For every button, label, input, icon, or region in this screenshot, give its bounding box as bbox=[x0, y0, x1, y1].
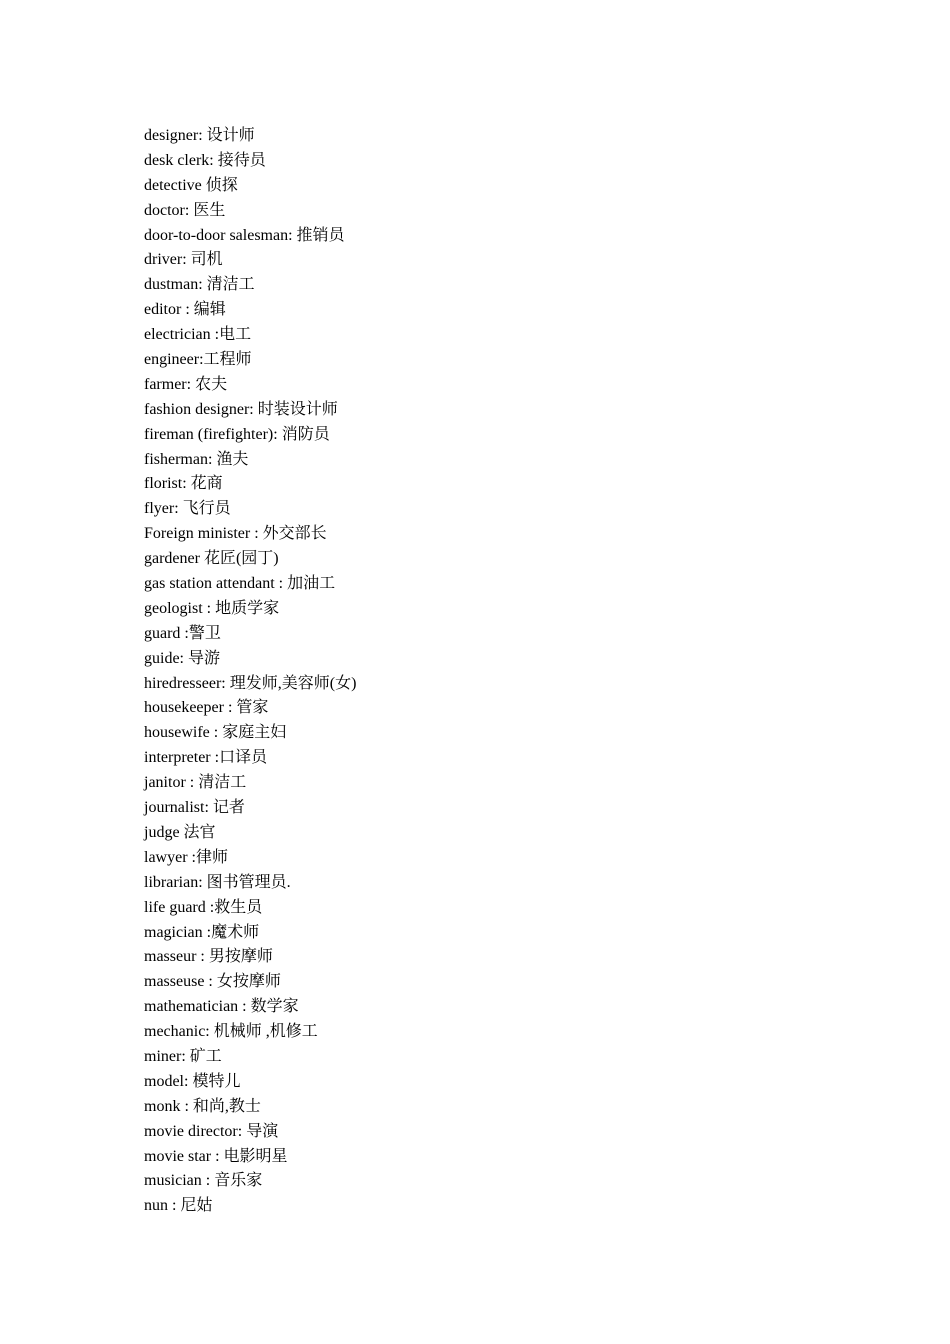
vocabulary-list bbox=[144, 124, 356, 1219]
vocabulary-entry: fashion designer: 时装设计师 bbox=[144, 400, 338, 418]
vocabulary-entry: model: 模特儿 bbox=[144, 1072, 241, 1090]
vocabulary-entry: flyer: 飞行员 bbox=[144, 500, 231, 518]
vocabulary-entry: fireman (firefighter): 消防员 bbox=[144, 425, 330, 443]
vocabulary-entry: geologist : 地质学家 bbox=[144, 599, 280, 617]
vocabulary-entry: housekeeper : 管家 bbox=[144, 699, 269, 717]
vocabulary-entry: editor : 编辑 bbox=[144, 301, 226, 319]
vocabulary-entry: miner: 矿工 bbox=[144, 1047, 222, 1065]
vocabulary-entry: mechanic: 机械师 ,机修工 bbox=[144, 1023, 318, 1041]
vocabulary-entry: fisherman: 渔夫 bbox=[144, 450, 249, 468]
vocabulary-entry: guard :警卫 bbox=[144, 624, 221, 642]
vocabulary-entry: engineer:工程师 bbox=[144, 351, 252, 369]
vocabulary-entry: farmer: 农夫 bbox=[144, 375, 228, 393]
vocabulary-entry: gardener 花匠(园丁) bbox=[144, 550, 279, 568]
vocabulary-entry: interpreter :口译员 bbox=[144, 749, 268, 767]
vocabulary-entry: doctor: 医生 bbox=[144, 201, 226, 219]
vocabulary-entry: designer: 设计师 bbox=[144, 127, 255, 144]
vocabulary-entry: electrician :电工 bbox=[144, 326, 252, 344]
vocabulary-entry: movie star : 电影明星 bbox=[144, 1147, 288, 1165]
vocabulary-entry: movie director: 导演 bbox=[144, 1122, 279, 1140]
vocabulary-entry: monk : 和尚,教士 bbox=[144, 1097, 261, 1115]
vocabulary-entry: Foreign minister : 外交部长 bbox=[144, 525, 327, 543]
vocabulary-entry: guide: 导游 bbox=[144, 649, 220, 667]
vocabulary-entry: door-to-door salesman: 推销员 bbox=[144, 226, 345, 244]
vocabulary-entry: detective 侦探 bbox=[144, 176, 238, 194]
vocabulary-entry: musician : 音乐家 bbox=[144, 1172, 263, 1190]
vocabulary-entry: magician :魔术师 bbox=[144, 923, 260, 941]
vocabulary-entry: desk clerk: 接待员 bbox=[144, 151, 266, 169]
vocabulary-entry: florist: 花商 bbox=[144, 475, 223, 493]
vocabulary-entry: masseur : 男按摩师 bbox=[144, 948, 273, 966]
vocabulary-entry: hiredresseer: 理发师,美容师(女) bbox=[144, 674, 357, 692]
vocabulary-entry: life guard :救生员 bbox=[144, 898, 263, 916]
vocabulary-entry: lawyer :律师 bbox=[144, 848, 228, 866]
vocabulary-entry: librarian: 图书管理员. bbox=[144, 873, 291, 891]
vocabulary-entry: judge 法官 bbox=[144, 823, 216, 841]
vocabulary-entry: journalist: 记者 bbox=[144, 799, 245, 817]
vocabulary-entry: nun : 尼姑 bbox=[144, 1197, 213, 1215]
vocabulary-entry: masseuse : 女按摩师 bbox=[144, 973, 281, 991]
vocabulary-entry: mathematician : 数学家 bbox=[144, 998, 299, 1016]
vocabulary-entry: housewife : 家庭主妇 bbox=[144, 724, 287, 742]
vocabulary-entry: gas station attendant : 加油工 bbox=[144, 575, 336, 593]
vocabulary-entry: driver: 司机 bbox=[144, 251, 223, 269]
vocabulary-entry: janitor : 清洁工 bbox=[144, 774, 247, 792]
vocabulary-entry: dustman: 清洁工 bbox=[144, 276, 255, 294]
